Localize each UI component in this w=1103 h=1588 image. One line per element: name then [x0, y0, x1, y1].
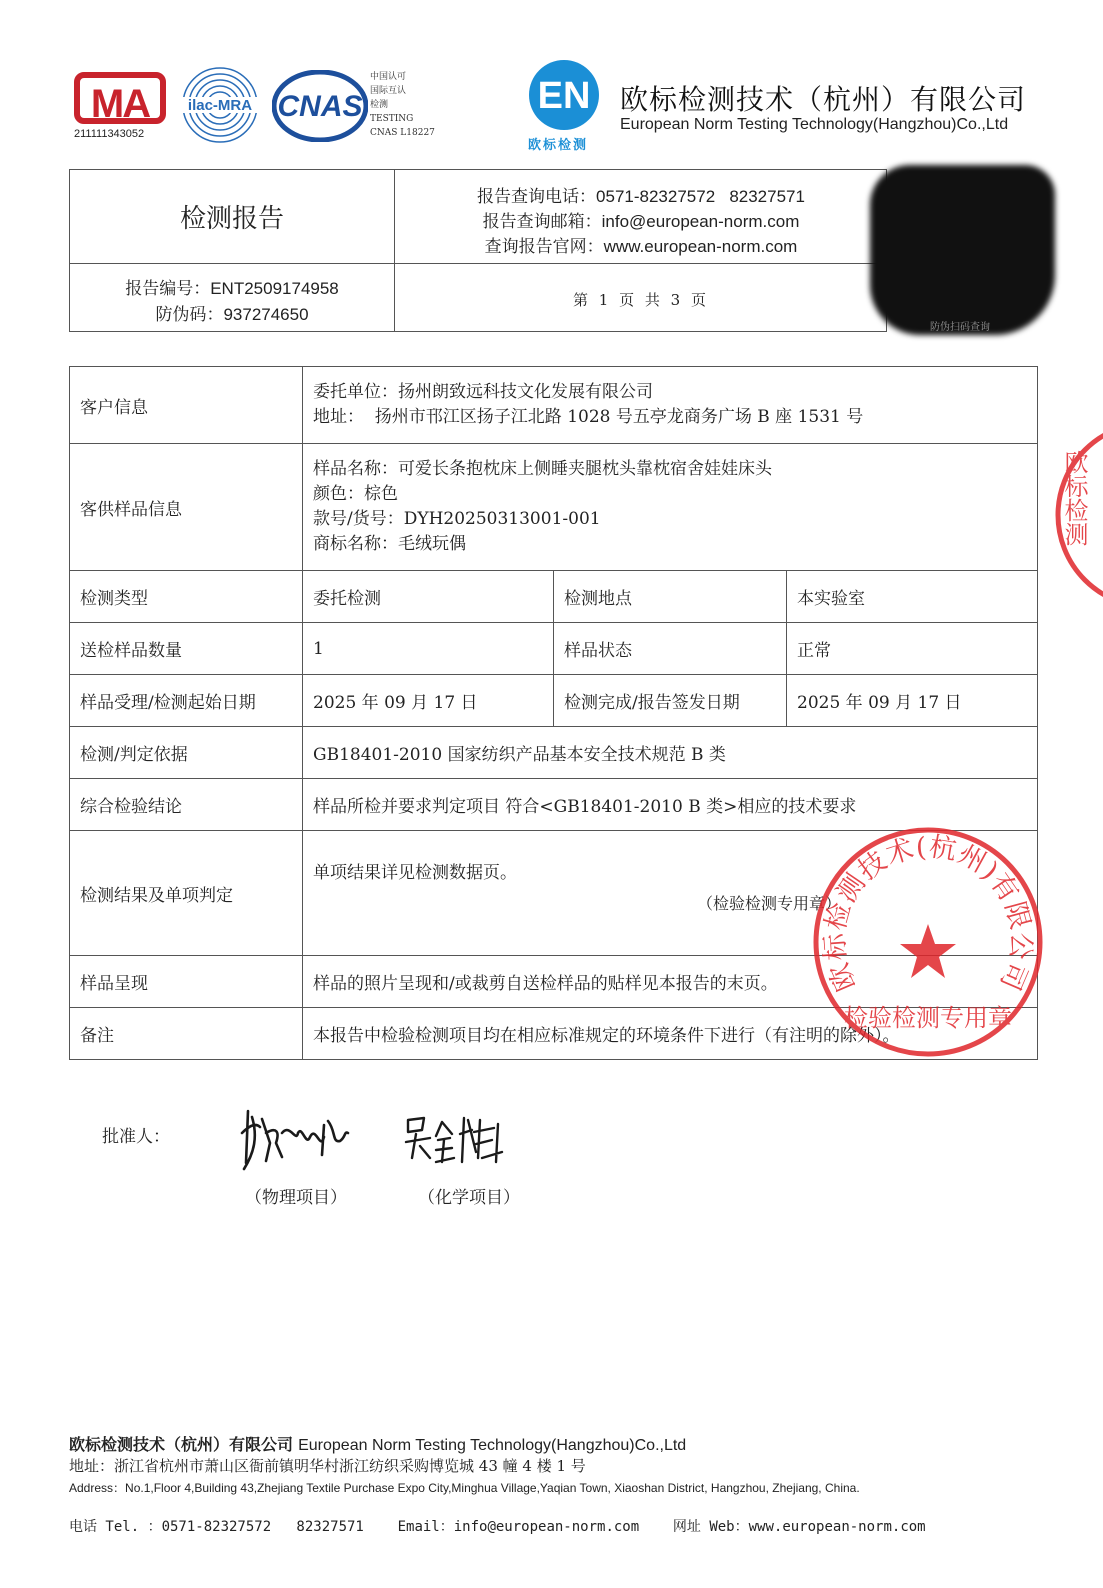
query-email-value: info@european-norm.com [601, 212, 800, 231]
en-logo [527, 58, 601, 136]
footer-address-en: Address：No.1,Floor 4,Building 43,Zhejiang Textile Purchase Expo City,Minghua Village,Yaqian Town, Xiaoshan District, Hangzhou, Zhejiang, China. [69, 1481, 860, 1495]
client-line: 地址： 扬州市邗江区扬子江北路 1028 号五亭龙商务广场 B 座 1531 号 [313, 407, 864, 427]
cnas-side-line: 检测 [370, 100, 389, 110]
cnas-logo-text: CNAS [277, 90, 363, 123]
sample-line: 颜色：棕色 [313, 484, 398, 504]
remark: 本报告中检验检测项目均在相应标准规定的环境条件下进行（有注明的除外）。 [303, 1008, 1038, 1060]
report-number: ENT2509174958 [210, 279, 339, 298]
stamp-note: （检验检测专用章） [697, 894, 842, 913]
conclusion: 样品所检并要求判定项目 符合<GB18401-2010 B 类>相应的技术要求 [303, 779, 1038, 831]
query-site [396, 232, 886, 257]
remark-label: 备注 [70, 1008, 303, 1060]
sample-line: 商标名称：毛绒玩偶 [313, 534, 466, 554]
footer-company-en: European Norm Testing Technology(Hangzhou)Co.,Ltd [298, 1437, 687, 1454]
redacted-qr-code [870, 165, 1055, 335]
footer-email: Email：info@european-norm.com [397, 1519, 640, 1535]
finish-date-label: 检测完成/报告签发日期 [554, 675, 787, 727]
footer-contact [69, 1500, 926, 1536]
test-location-label: 检测地点 [554, 571, 787, 623]
cnas-logo [272, 70, 368, 146]
report-title: 检测报告 [179, 204, 284, 234]
en-logo-caption: 欧标检测 [528, 138, 589, 153]
basis: GB18401-2010 国家纺织产品基本安全技术规范 B 类 [303, 727, 1038, 779]
conclusion-label: 综合检验结论 [70, 779, 303, 831]
signature-physical-caption: （物理项目） [245, 1188, 347, 1208]
cnas-side-line: 国际互认 [370, 86, 407, 96]
table-row [70, 675, 1038, 727]
sample-line: 款号/货号：DYH20250313001-001 [313, 509, 601, 529]
edge-seal-text: 欧标检测 [1060, 450, 1088, 546]
company-seal [812, 826, 1044, 1062]
presentation: 样品的照片呈现和/或裁剪自送检样品的贴样见本报告的末页。 [303, 956, 1038, 1008]
cma-logo [74, 72, 166, 140]
company-name-cn: 欧标检测技术（杭州）有限公司 [620, 83, 1027, 116]
qr-caption: 防伪扫码查询 [930, 322, 990, 333]
table-row [70, 367, 1038, 444]
footer-phone: Tel. ：0571-82327572 82327571 [97, 1519, 364, 1535]
seal-outer-text: 欧标检测技术(杭州)有限公司 [819, 831, 1037, 996]
query-email [396, 207, 886, 232]
cnas-side-line: 中国认可 [370, 72, 407, 82]
ilac-logo-text: ilac-MRA [187, 97, 253, 114]
query-phone-value: 0571-82327572 82327571 [596, 187, 805, 206]
anti-fake-label: 防伪码： [155, 305, 224, 325]
quantity-label: 送检样品数量 [70, 623, 303, 675]
table-row [70, 444, 1038, 571]
divider [394, 169, 395, 332]
client-line: 委托单位：扬州朗致远科技文化发展有限公司 [313, 382, 653, 402]
client-label: 客户信息 [70, 367, 303, 444]
approver-label: 批准人： [102, 1127, 170, 1147]
footer-company [69, 1432, 686, 1455]
cma-number: 211111343052 [74, 128, 145, 140]
sample-state-label: 样品状态 [554, 623, 787, 675]
test-type: 委托检测 [303, 571, 554, 623]
page-info: 第 1 页 共 3 页 [573, 291, 709, 309]
divider [69, 263, 887, 264]
result-label: 检测结果及单项判定 [70, 831, 303, 956]
start-date: 2025 年 09 月 17 日 [303, 675, 554, 727]
result-text: 单项结果详见检测数据页。 [313, 863, 517, 883]
start-date-label: 样品受理/检测起始日期 [70, 675, 303, 727]
signature-chemical [402, 1112, 520, 1176]
footer-company-cn: 欧标检测技术（杭州）有限公司 [69, 1435, 294, 1454]
svg-text:欧标检测技术(杭州)有限公司 [819, 831, 1036, 995]
presentation-label: 样品呈现 [70, 956, 303, 1008]
cma-logo-mark: MA [74, 72, 166, 124]
edge-seal [1038, 420, 1103, 614]
sample-info [303, 444, 1038, 571]
query-phone-label: 报告查询电话： [477, 187, 597, 207]
footer-phone-label: 电话 [69, 1519, 97, 1535]
report-number-block [70, 276, 394, 328]
ilac-mra-logo [180, 64, 260, 150]
quantity: 1 [303, 623, 554, 675]
signature-chemical-caption: （化学项目） [418, 1188, 520, 1208]
company-name-en: European Norm Testing Technology(Hangzhou)Co.,Ltd [620, 116, 1009, 133]
cnas-side-line: TESTING [370, 114, 414, 124]
footer-address-cn: 地址：浙江省杭州市萧山区衙前镇明华村浙江纺织采购博览城 43 幢 4 楼 1 号 [69, 1457, 586, 1475]
signature-physical [236, 1103, 356, 1179]
anti-fake-code: 937274650 [223, 305, 309, 324]
query-site-value: www.european-norm.com [603, 237, 798, 256]
query-site-label: 查询报告官网： [484, 237, 604, 257]
table-row [70, 727, 1038, 779]
en-logo-text: EN [537, 75, 591, 117]
sample-label: 客供样品信息 [70, 444, 303, 571]
query-phone [396, 182, 886, 207]
sample-line: 样品名称：可爱长条抱枕床上侧睡夹腿枕头靠枕宿舍娃娃床头 [313, 459, 772, 479]
footer-web: Web：www.european-norm.com [700, 1519, 926, 1535]
table-row [70, 623, 1038, 675]
client-info [303, 367, 1038, 444]
finish-date: 2025 年 09 月 17 日 [787, 675, 1038, 727]
seal-bottom-text: 检验检测专用章 [844, 1004, 1012, 1032]
test-location: 本实验室 [787, 571, 1038, 623]
sample-state: 正常 [787, 623, 1038, 675]
query-email-label: 报告查询邮箱： [482, 212, 602, 232]
cnas-side-text [370, 70, 435, 140]
table-row [70, 571, 1038, 623]
test-type-label: 检测类型 [70, 571, 303, 623]
basis-label: 检测/判定依据 [70, 727, 303, 779]
table-row [70, 779, 1038, 831]
cnas-side-line: CNAS L18227 [370, 128, 435, 138]
report-number-label: 报告编号： [125, 279, 211, 299]
footer-web-label: 网址 [672, 1519, 701, 1535]
